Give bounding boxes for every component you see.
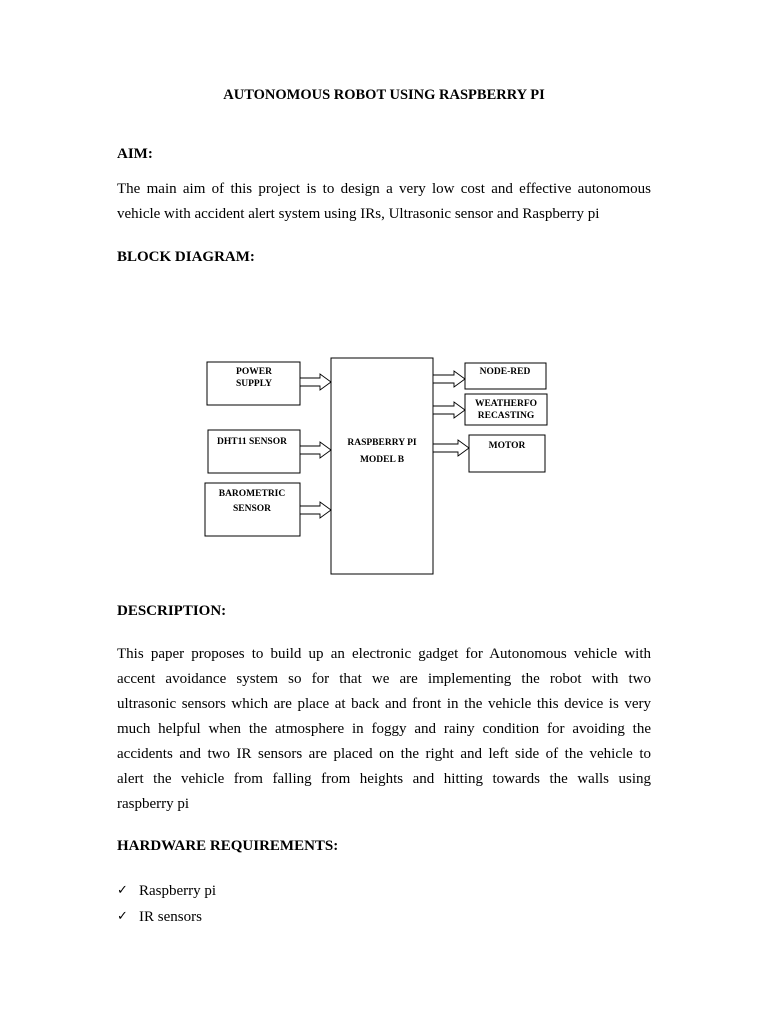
barometric-label-1: BAROMETRIC: [218, 489, 286, 499]
aim-line: The main aim of this project is to design a very low cost and effective autonomous: [117, 181, 651, 197]
check-icon: ✓: [117, 909, 128, 924]
description-heading: DESCRIPTION:: [117, 603, 227, 619]
motor-label: MOTOR: [488, 441, 526, 451]
weather-label-1: WEATHERFO: [474, 399, 538, 409]
arrow-pi-to-motor: [433, 440, 469, 456]
arrow-pi-to-node-red: [433, 371, 465, 387]
output-box-motor: [469, 435, 545, 472]
controller-label-1: RASPBERRY PI: [347, 438, 417, 448]
list-item-label: Raspberry pi: [139, 883, 217, 899]
description-line: accent avoidance system so for that we are implementing the robot with two: [117, 671, 651, 687]
aim-heading: AIM:: [117, 146, 153, 162]
controller-box-raspberry-pi: [331, 358, 433, 574]
arrow-barometric-to-pi: [300, 502, 331, 518]
block-diagram-heading: BLOCK DIAGRAM:: [117, 249, 255, 265]
list-item: [117, 904, 216, 930]
description-line: alert the vehicle from falling from heights and hitting towards the walls using: [117, 771, 651, 787]
list-item: [117, 878, 216, 904]
controller-label-2: MODEL B: [359, 455, 405, 465]
aim-line: vehicle with accident alert system using IRs, Ultrasonic sensor and Raspberry pi: [117, 206, 600, 222]
document-title: AUTONOMOUS ROBOT USING RASPBERRY PI: [223, 87, 545, 103]
description-paragraph: [117, 642, 651, 817]
input-box-power-supply: [207, 362, 300, 405]
description-line: accidents and two IR sensors are placed on the right and left side of the vehicle to: [117, 746, 651, 762]
barometric-label-2: SENSOR: [232, 504, 272, 514]
input-box-barometric-sensor: [205, 483, 300, 536]
power-supply-label-1: POWER: [236, 367, 272, 377]
weather-label-2: RECASTING: [477, 411, 535, 421]
list-item-label: IR sensors: [139, 909, 202, 925]
arrow-power-to-pi: [300, 374, 331, 390]
dht11-label: DHT11 SENSOR: [217, 437, 287, 447]
description-line: raspberry pi: [117, 796, 190, 812]
input-box-dht11-sensor: [208, 430, 300, 473]
hardware-list: [117, 878, 216, 930]
power-supply-label-2: SUPPLY: [235, 379, 273, 389]
description-line: ultrasonic sensors which are place at back and front in the vehicle this device is very: [117, 696, 651, 712]
description-line: This paper proposes to build up an electronic gadget for Autonomous vehicle with: [117, 646, 651, 662]
node-red-label: NODE-RED: [479, 367, 531, 377]
hardware-heading: HARDWARE REQUIREMENTS:: [117, 838, 339, 854]
output-box-node-red: [465, 363, 546, 389]
output-box-weather-forecasting: [465, 394, 547, 425]
check-icon: ✓: [117, 883, 128, 898]
description-line: much helpful when the atmosphere in foggy and rainy condition for avoiding the: [117, 721, 651, 737]
arrow-dht11-to-pi: [300, 442, 331, 458]
arrow-pi-to-weather: [433, 402, 465, 418]
